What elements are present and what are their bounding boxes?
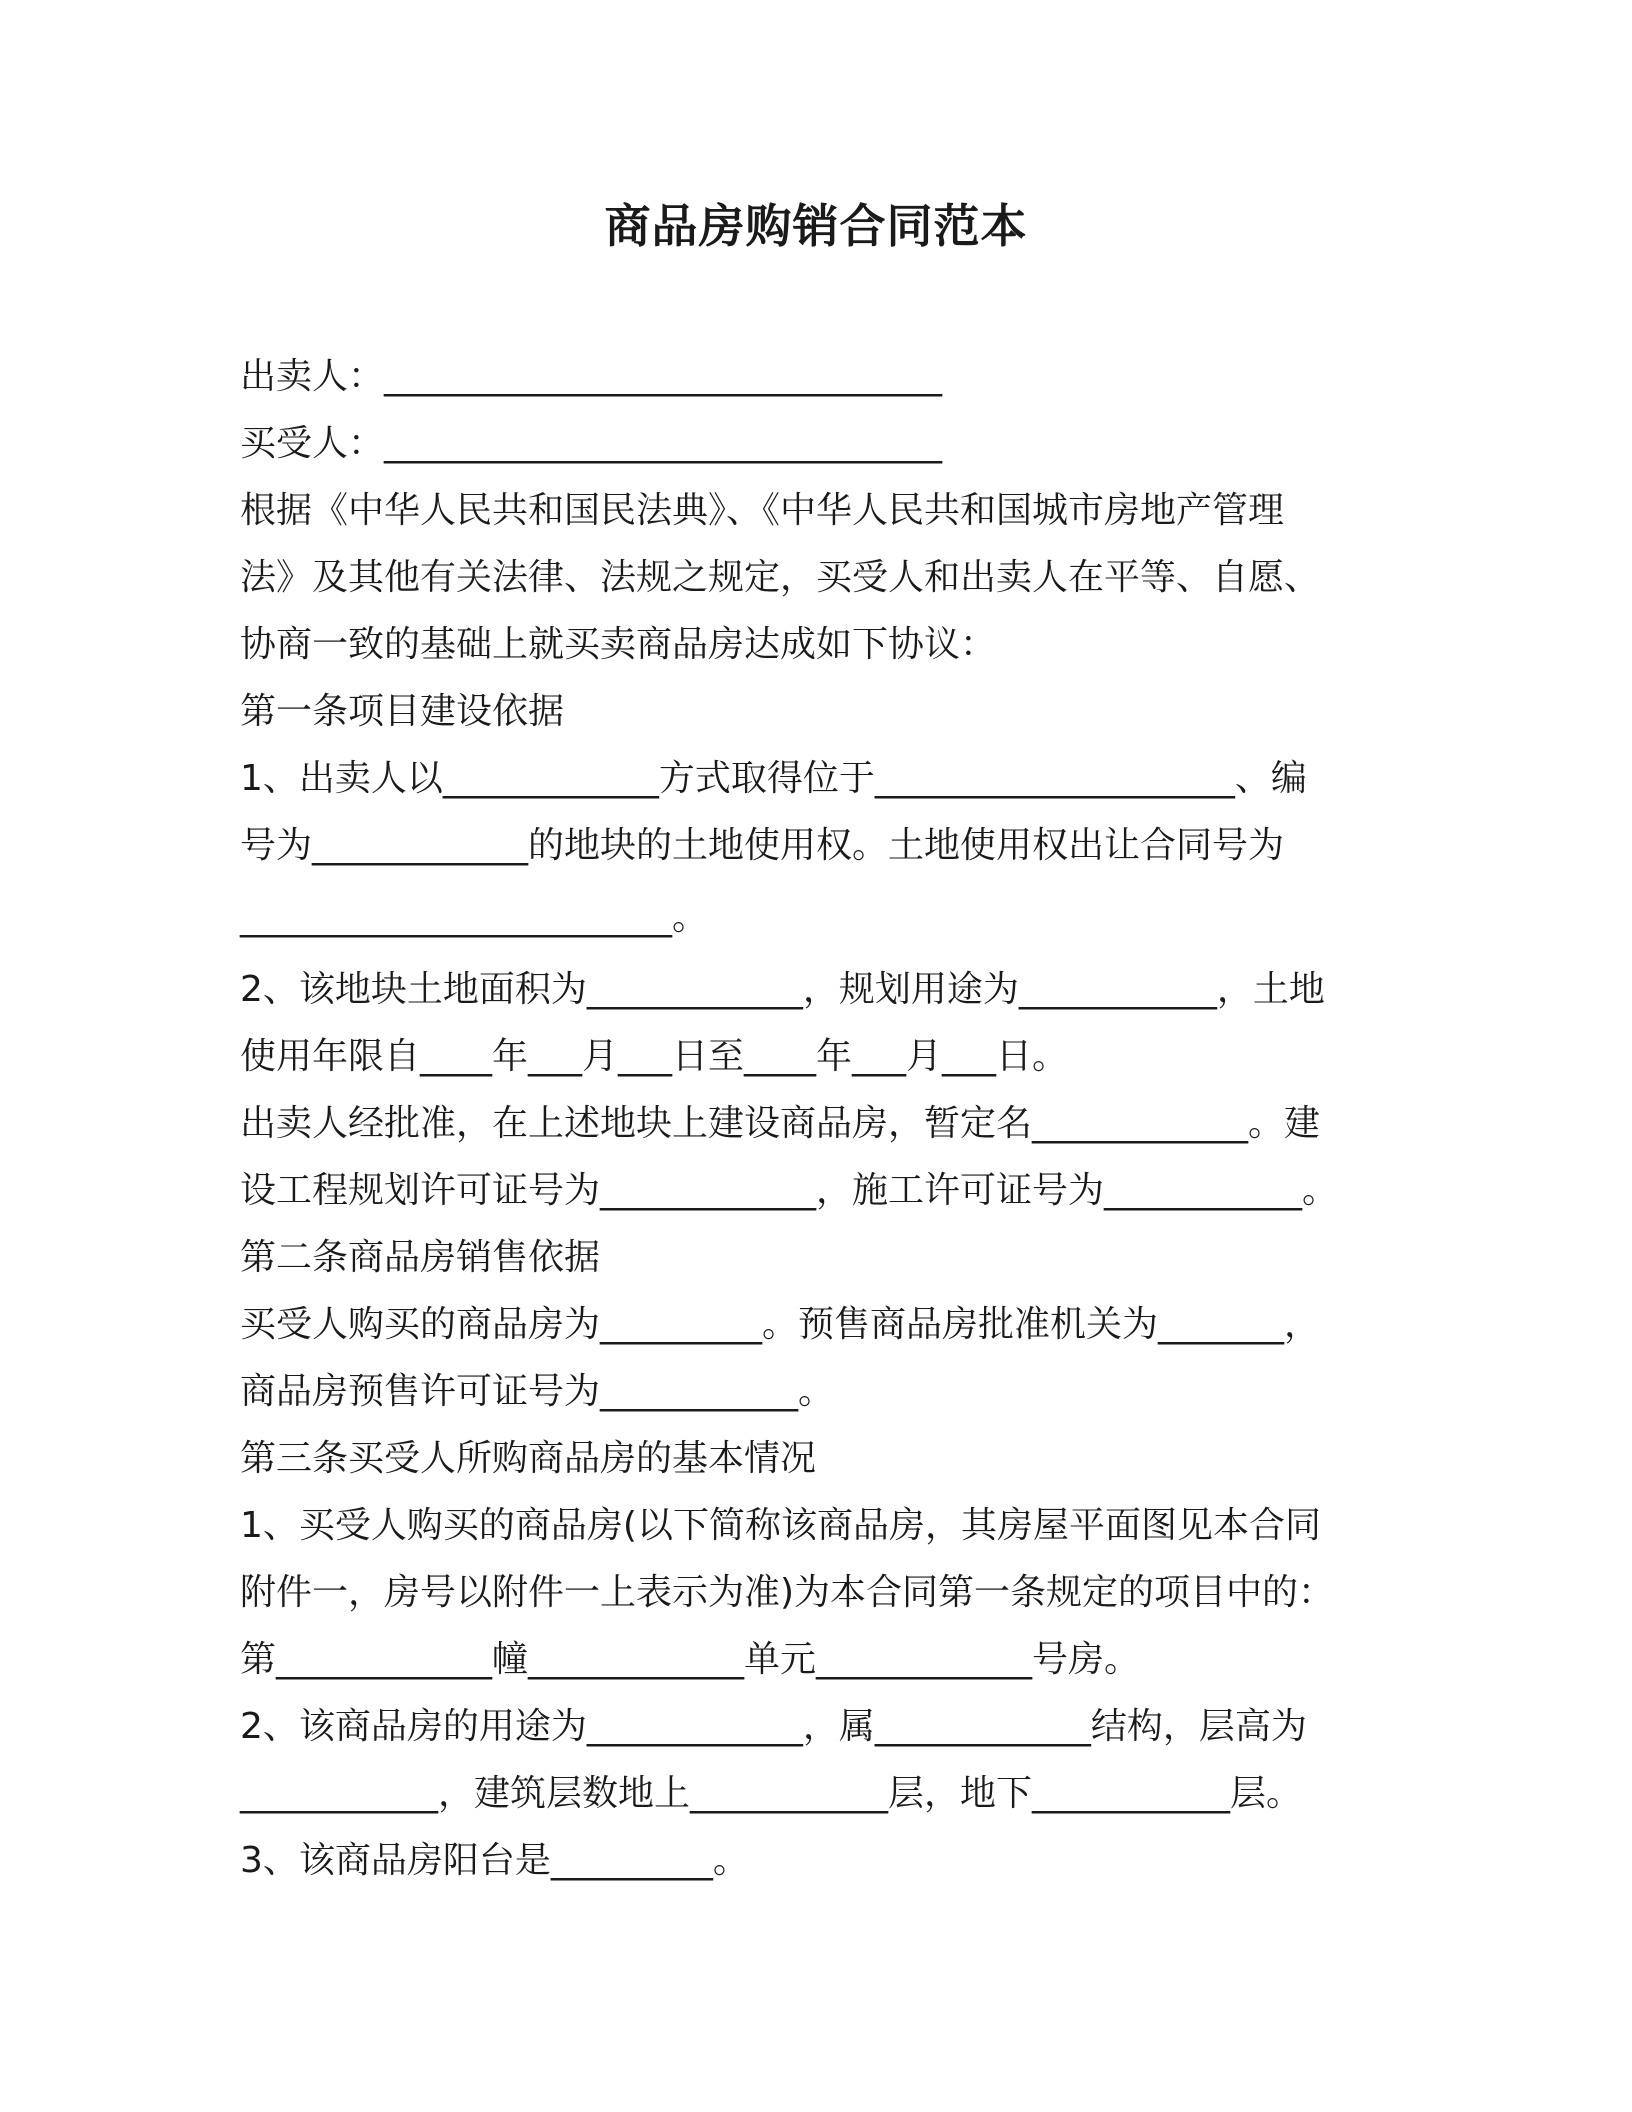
article-2-heading: 第二条商品房销售依据: [240, 1237, 601, 1278]
article-1-item-2-line-1: 2、该地块土地面积为____________，规划用途为___________，土地: [240, 969, 1325, 1010]
preamble-line-2: 法》及其他有关法律、法规之规定，买受人和出卖人在平等、自愿、: [240, 557, 1321, 598]
article-2-line-2: 商品房预售许可证号为___________。: [240, 1371, 835, 1412]
preamble-line-1: 根据《中华人民共和国民法典》、《中华人民共和国城市房地产管理: [240, 490, 1285, 531]
preamble-line-3: 协商一致的基础上就买卖商品房达成如下协议：: [240, 624, 997, 665]
document-body: [240, 343, 1380, 1894]
article-3-heading: 第三条买受人所购商品房的基本情况: [240, 1438, 817, 1479]
buyer-line: 买受人：_______________________________: [240, 423, 943, 464]
article-3-item-2-line-2: ___________，建筑层数地上___________层，地下___________层。: [240, 1773, 1303, 1814]
article-3-item-1-line-3: 第____________幢____________单元____________号房。: [240, 1639, 1141, 1680]
article-2-line-1: 买受人购买的商品房为_________。预售商品房批准机关为_______，: [240, 1304, 1321, 1345]
article-1-item-2-line-2: 使用年限自____年___月___日至____年___月___日。: [240, 1036, 1069, 1077]
article-3-item-2-line-1: 2、该商品房的用途为____________，属____________结构，层高为: [240, 1706, 1307, 1747]
article-3-item-1-line-2: 附件一，房号以附件一上表示为准)为本合同第一条规定的项目中的：: [240, 1572, 1335, 1613]
article-1-heading: 第一条项目建设依据: [240, 691, 565, 732]
document-title: 商品房购销合同范本: [604, 199, 1028, 253]
article-1-approval-line-2: 设工程规划许可证号为____________，施工许可证号为___________。: [240, 1170, 1339, 1211]
article-3-item-3-line-1: 3、该商品房阳台是_________。: [240, 1840, 749, 1881]
seller-line: 出卖人：_______________________________: [240, 356, 943, 397]
article-3-item-1-line-1: 1、买受人购买的商品房(以下简称该商品房，其房屋平面图见本合同: [240, 1505, 1321, 1546]
article-1-item-1-line-3: ________________________。: [240, 897, 708, 938]
article-1-item-1-line-2: 号为____________的地块的土地使用权。土地使用权出让合同号为: [240, 825, 1285, 866]
article-1-approval-line-1: 出卖人经批准，在上述地块上建设商品房，暂定名____________。建: [240, 1103, 1321, 1144]
article-1-item-1-line-1: 1、出卖人以____________方式取得位于____________________、编: [240, 758, 1307, 799]
